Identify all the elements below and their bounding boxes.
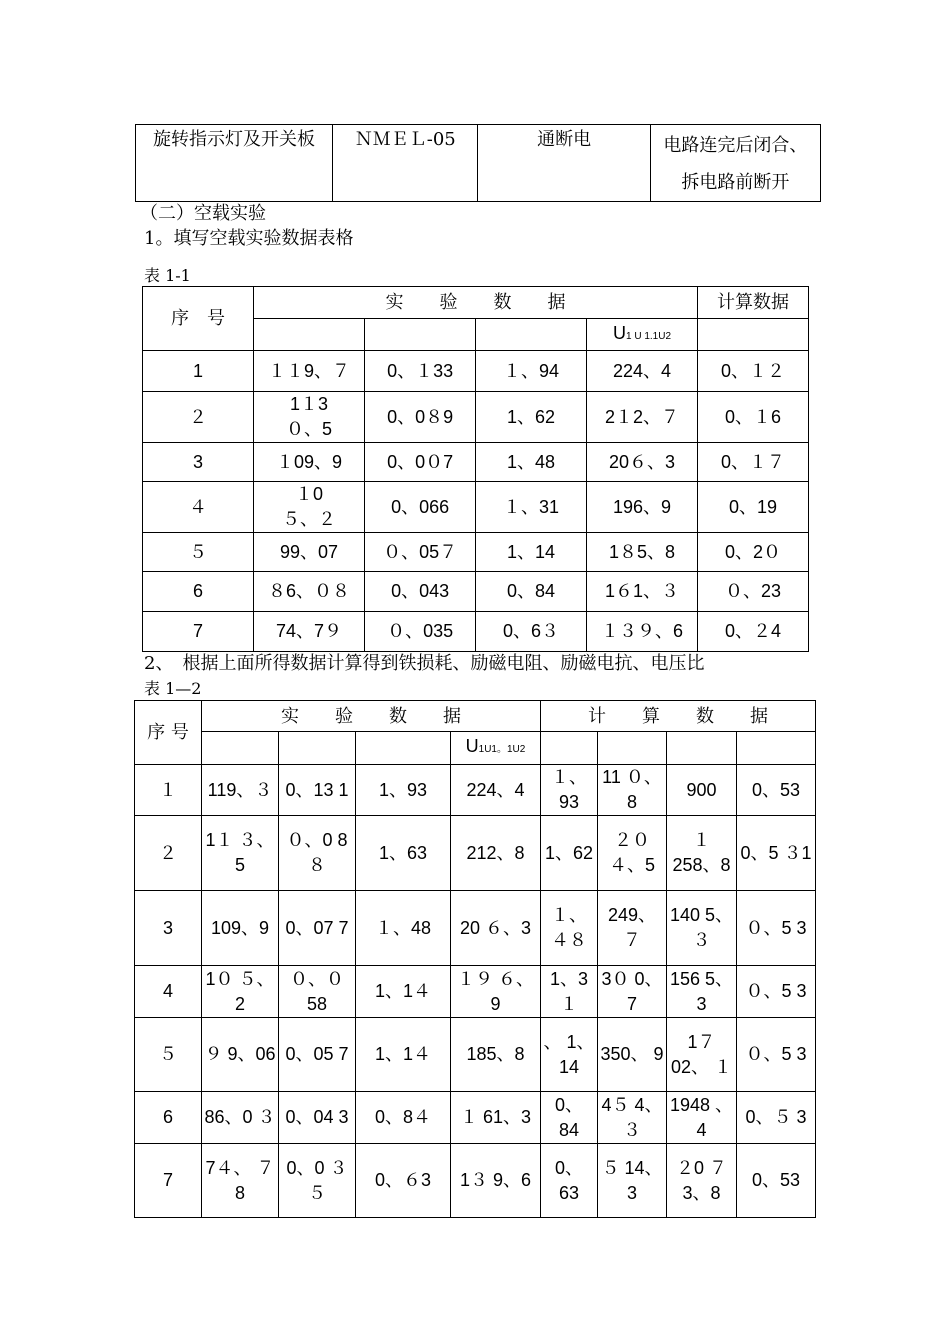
t2-cell: ０、０ 58: [279, 966, 356, 1018]
t2-subheader-6: [598, 732, 667, 765]
t2-cell: 140 5、３: [667, 891, 737, 966]
table-row: [135, 891, 816, 966]
t1-u-sub: 1 U 1.1U2: [626, 330, 672, 342]
t2-cell: 212、8: [451, 816, 541, 891]
t2-cell: 109、9: [202, 891, 279, 966]
t1-cell: １09、9: [253, 443, 364, 482]
t1-cell: 1、62: [476, 392, 587, 443]
table-row: [135, 1092, 816, 1144]
equipment-note: [650, 125, 820, 202]
t2-cell: 156 5、3: [667, 966, 737, 1018]
t1-cell: １、94: [476, 351, 587, 392]
t2-cell: 7４、 ７8: [202, 1144, 279, 1218]
table-row: [143, 612, 809, 652]
t1-cell: 0、２4: [698, 612, 809, 652]
t2-cell: 0、0 ３５: [279, 1144, 356, 1218]
t1-index-header: 序 号: [143, 287, 254, 351]
t1-cell: 74、7９: [253, 612, 364, 652]
t2-cell: 0、５ 3: [737, 1092, 816, 1144]
t1-cell: 6: [143, 572, 254, 612]
t1-cell: 0、0０7: [365, 443, 476, 482]
step2-text: 2、 根据上面所得数据计算得到铁损耗、励磁电阻、励磁电抗、电压比: [144, 653, 705, 674]
t2-cell: 900: [667, 765, 737, 816]
equipment-model: ＮＭＥＬ-05: [333, 125, 478, 202]
t2-cell: 1７ 02、 １: [667, 1018, 737, 1092]
table-1-2: [134, 700, 816, 1218]
t2-cell: １、93: [541, 765, 598, 816]
t1-cell: 0、6３: [476, 612, 587, 652]
t2-subheader-7: [667, 732, 737, 765]
t2-cell: １、４８: [541, 891, 598, 966]
t2-cell: ０、5 3: [737, 1018, 816, 1092]
t1-cell: 224、4: [586, 351, 697, 392]
table-row: [135, 1018, 816, 1092]
t1-calc-header: 计算数据: [698, 287, 809, 319]
t2-u-main: U: [465, 736, 479, 756]
t1-subheader-calc: [698, 319, 809, 351]
t2-cell: 7: [135, 1144, 202, 1218]
t2-cell: 1、1４: [356, 966, 451, 1018]
t1-subheader-u: [586, 319, 697, 351]
t2-cell: 0、13 1: [279, 765, 356, 816]
t2-cell: 224、4: [451, 765, 541, 816]
t2-cell: 86、0 ３: [202, 1092, 279, 1144]
t2-calc-header: 计 算 数 据: [541, 701, 816, 732]
t2-cell: ０、5 3: [737, 966, 816, 1018]
t1-cell: 0、0８9: [365, 392, 476, 443]
t1-cell: 0、066: [365, 482, 476, 533]
equipment-name: 旋转指示灯及开关板: [136, 125, 333, 202]
t2-cell: 119、３: [202, 765, 279, 816]
table-row: [143, 572, 809, 612]
t1-cell: ４: [143, 482, 254, 533]
t2-cell: 350、 9: [598, 1018, 667, 1092]
t1-cell: 0、１6: [698, 392, 809, 443]
t2-cell: 0、8４: [356, 1092, 451, 1144]
t2-cell: 20 ６、3: [451, 891, 541, 966]
t1-cell: ０、23: [698, 572, 809, 612]
table-row: [143, 392, 809, 443]
t2-cell: ２: [135, 816, 202, 891]
t1-cell: 1、48: [476, 443, 587, 482]
table-row: [135, 765, 816, 816]
t2-subheader-u: [451, 732, 541, 765]
t1-cell: [253, 482, 364, 533]
t1-cell-wrap: 1１3 ０、5: [286, 394, 333, 439]
t1-subheader-2: [365, 319, 476, 351]
t2-subheader-2: [279, 732, 356, 765]
t2-cell: 1、62: [541, 816, 598, 891]
t2-cell: １ 258、8: [667, 816, 737, 891]
t2-subheader-3: [356, 732, 451, 765]
t2-cell: 0、07 7: [279, 891, 356, 966]
t1-cell: 0、１７: [698, 443, 809, 482]
table1-caption: 表 1-1: [144, 266, 191, 285]
t1-cell: 20６、3: [586, 443, 697, 482]
t1-cell: 0、043: [365, 572, 476, 612]
t2-cell: ２0 ７ 3、8: [667, 1144, 737, 1218]
t1-cell: 0、84: [476, 572, 587, 612]
t1-cell: 2１2、７: [586, 392, 697, 443]
t1-cell: 1８5、8: [586, 533, 697, 572]
t2-cell: 11 ０、8: [598, 765, 667, 816]
t2-cell: 0、5 ３1: [737, 816, 816, 891]
t2-cell: ５ 14、3: [598, 1144, 667, 1218]
t2-cell: 1、1４: [356, 1018, 451, 1092]
t2-cell: 4５ 4、３: [598, 1092, 667, 1144]
t1-cell: ５: [143, 533, 254, 572]
t1-cell: 99、07: [253, 533, 364, 572]
t2-cell: 1、63: [356, 816, 451, 891]
t2-cell: ５: [135, 1018, 202, 1092]
t1-cell: 0、2０: [698, 533, 809, 572]
t2-cell: 1３ 9、6: [451, 1144, 541, 1218]
t2-cell: ０、0 8８: [279, 816, 356, 891]
t2-subheader-8: [737, 732, 816, 765]
t2-cell: 0、53: [737, 1144, 816, 1218]
t1-cell: 1、14: [476, 533, 587, 572]
equipment-note-line1: 电路连完后闭合、: [663, 135, 808, 156]
t1-cell-wrap: １0５、２: [282, 484, 337, 529]
t2-exp-header: 实 验 数 据: [202, 701, 541, 732]
t1-cell: 1６1、３: [586, 572, 697, 612]
t2-cell: 3０ 0、7: [598, 966, 667, 1018]
t2-cell: 0、 63: [541, 1144, 598, 1218]
t2-cell: ９ 9、06: [202, 1018, 279, 1092]
section-title: （二）空载实验: [140, 203, 266, 224]
t1-cell: １１9、７: [253, 351, 364, 392]
t2-cell: １、48: [356, 891, 451, 966]
t1-cell: ０、035: [365, 612, 476, 652]
table-row: [135, 816, 816, 891]
t1-cell: ０、05７: [365, 533, 476, 572]
t2-cell: 1948 、4: [667, 1092, 737, 1144]
t2-cell: 0、 84: [541, 1092, 598, 1144]
t1-u-main: U: [613, 322, 626, 343]
t2-cell: １９ ６、9: [451, 966, 541, 1018]
t1-exp-header: 实 验 数 据: [253, 287, 697, 319]
t1-cell: 0、１33: [365, 351, 476, 392]
table-row: [143, 482, 809, 533]
t1-cell: 0、１２: [698, 351, 809, 392]
equipment-action: 通断电: [478, 125, 650, 202]
t2-cell: 249、７: [598, 891, 667, 966]
t2-cell: 0、05 7: [279, 1018, 356, 1092]
t1-cell: 1: [143, 351, 254, 392]
t2-cell: 1０ ５、2: [202, 966, 279, 1018]
t2-cell: 1、93: [356, 765, 451, 816]
table-row: [143, 533, 809, 572]
t2-index-header: 序 号: [135, 701, 202, 765]
t1-cell: １３９、6: [586, 612, 697, 652]
table-row: [135, 1144, 816, 1218]
table-row: [143, 443, 809, 482]
equipment-note-line2: 拆电路前断开: [681, 172, 790, 193]
t2-cell: 185、8: [451, 1018, 541, 1092]
t2-cell: 6: [135, 1092, 202, 1144]
t2-cell: １ 61、3: [451, 1092, 541, 1144]
t2-cell: 0、６3: [356, 1144, 451, 1218]
t2-cell: 3: [135, 891, 202, 966]
t1-cell: 0、19: [698, 482, 809, 533]
t2-cell: １: [135, 765, 202, 816]
t2-cell: ０、5 3: [737, 891, 816, 966]
t2-u-sub: 1U1。1U2: [478, 744, 526, 755]
t1-cell: 196、9: [586, 482, 697, 533]
t2-cell: 0、04 3: [279, 1092, 356, 1144]
t2-subheader-1: [202, 732, 279, 765]
t1-cell: 3: [143, 443, 254, 482]
t2-cell: ２０ ４、5: [598, 816, 667, 891]
t1-cell: １、31: [476, 482, 587, 533]
t1-cell: ２: [143, 392, 254, 443]
table-row: [143, 351, 809, 392]
t2-cell: 、 1、 14: [541, 1018, 598, 1092]
t1-cell: [253, 392, 364, 443]
step1-text: 1。填写空载实验数据表格: [144, 228, 354, 249]
t1-cell: 7: [143, 612, 254, 652]
table2-caption: 表 1—2: [144, 679, 202, 698]
t2-subheader-5: [541, 732, 598, 765]
table-row: [135, 966, 816, 1018]
t1-cell: ８6、０８: [253, 572, 364, 612]
t2-cell: 4: [135, 966, 202, 1018]
equipment-table: [135, 124, 821, 202]
t2-cell: 1、3１: [541, 966, 598, 1018]
t1-subheader-3: [476, 319, 587, 351]
t2-cell: 0、53: [737, 765, 816, 816]
t1-subheader-1: [253, 319, 364, 351]
table-1-1: [142, 286, 809, 652]
t2-cell: 1１ ３、5: [202, 816, 279, 891]
